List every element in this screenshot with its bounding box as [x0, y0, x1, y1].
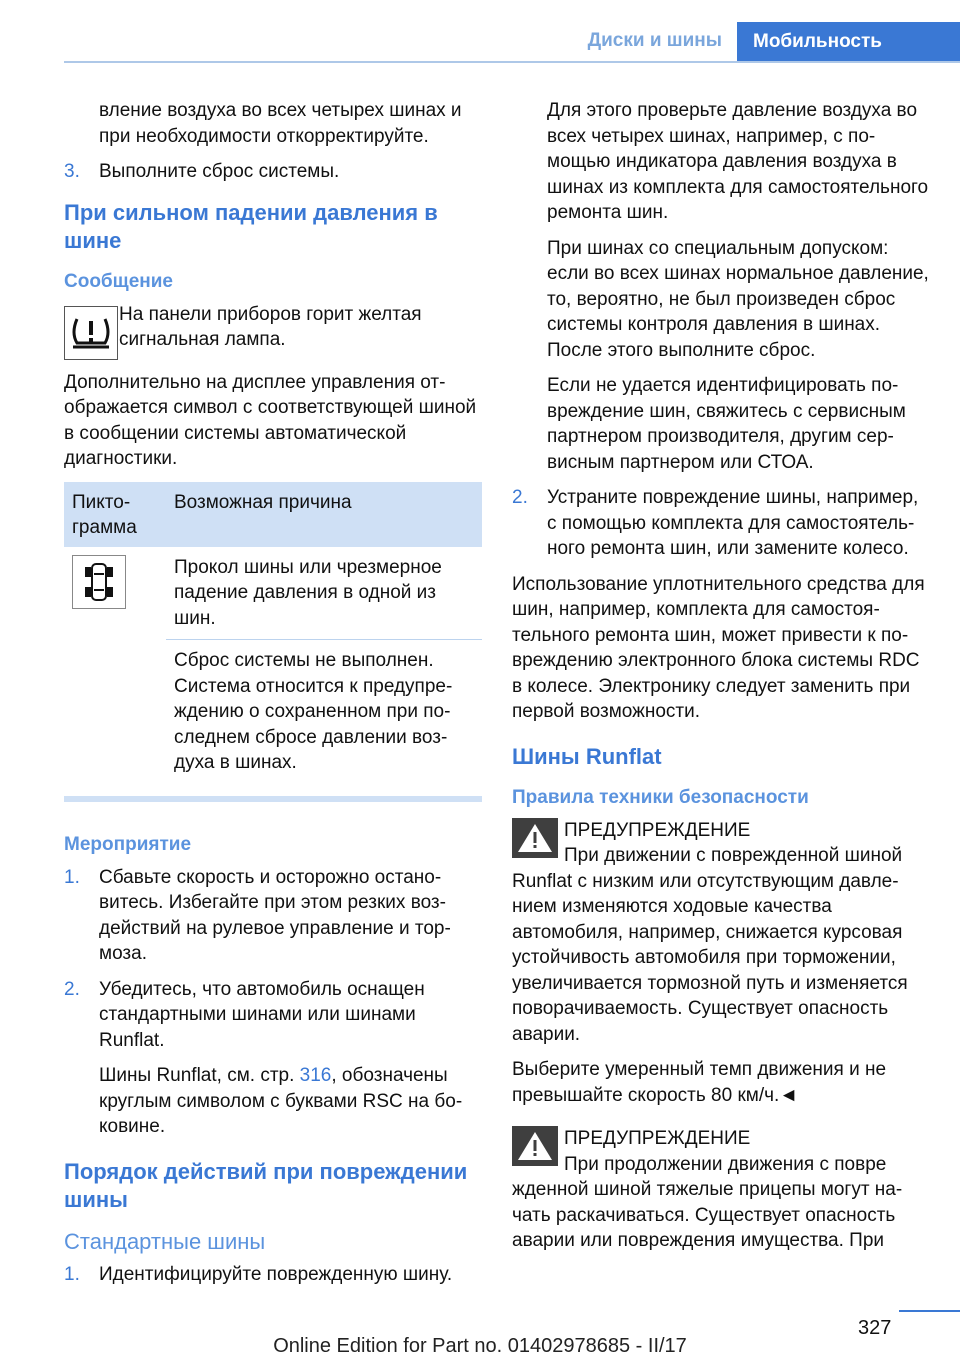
list-text: Выполните сброс системы. — [99, 161, 340, 182]
warning-title: ПРЕДУПРЕЖДЕНИЕ — [564, 1128, 751, 1149]
list-item — [64, 1262, 482, 1288]
table-header-cause: Возможная причина — [166, 482, 482, 547]
table-header-icon: Пиктограмма — [64, 482, 166, 547]
footer-edition: Online Edition for Part no. 01402978685 - II/17 — [273, 1335, 687, 1357]
paragraph: Если не удается идентифицировать повреждение шин, свяжитесь с сервисным партнером производителя, другим сервисным партнером или СТОА. — [547, 375, 906, 473]
list-text: Устраните повреждение шины, например, с помощью комплекта для самостоятельного ремонта шин, или замените колесо. — [547, 487, 919, 559]
page-header — [0, 0, 960, 62]
list-number: 1. — [64, 1263, 80, 1285]
warning-text: Выберите умеренный темп движения и не превышайте скорость 80 км/ч.◄ — [512, 1059, 887, 1106]
section-title: Диски и шины — [587, 30, 722, 51]
list-number: 2. — [512, 487, 528, 508]
list-number: 3. — [64, 161, 80, 182]
paragraph: При шинах со специальным допуском: если во всех шинах нормальное давление, то, вероятно, не был произведен сброс системы контроля давления в шинах. После этого выполните сброс. — [547, 237, 929, 361]
table-cell-cause: Прокол шины или чрезмерное падение давления в одной из шин. — [174, 556, 442, 629]
table-row — [64, 547, 482, 640]
list-item — [64, 159, 482, 185]
list-number: 1. — [64, 866, 80, 888]
heading-runflat: Шины Runflat — [512, 743, 662, 769]
subheading-action: Мероприятие — [64, 833, 192, 855]
message-text: На панели приборов горит желтая сигнальная лампа. — [119, 303, 422, 350]
list-text: Идентифицируйте поврежденную шину. — [99, 1263, 453, 1285]
car-tire-icon — [72, 555, 126, 609]
paragraph: Для этого проверьте давление воздуха во всех четырех шинах, например, с помощью индикатора давления воздуха в шинах из комплекта для самостоятельного ремонта шин. — [547, 100, 929, 223]
list-item — [64, 865, 482, 967]
warning-title: ПРЕДУПРЕЖДЕНИЕ — [564, 819, 751, 841]
text: Шины Runflat, см. стр. — [99, 1065, 295, 1086]
text: , обозначены круглым символом с буквами RSC на боковине. — [99, 1065, 463, 1137]
heading-standard-tires: Стандартные шины — [64, 1228, 266, 1254]
list-item — [512, 485, 932, 562]
list-number: 2. — [64, 978, 80, 1000]
warning-text: Runflat с низким или отсутствующим давлением изменяются ходовые качества автомобиля, например, снижается курсовая устойчивость автомобиля при торможении, увеличивается тормозной путь и изменяется поворачиваемость. Существует опасность аварии. — [512, 870, 908, 1045]
subheading-safety: Правила техники безопасности — [512, 786, 809, 808]
list-text: Сбавьте скорость и осторожно остановитесь. Избегайте при этом резких воздействий на рулевое управление и тормоза. — [99, 866, 451, 964]
warning-triangle-icon — [512, 1126, 558, 1166]
tire-pressure-warning-icon — [64, 306, 118, 360]
warning-block — [512, 818, 932, 869]
page-number: 327 — [858, 1317, 892, 1339]
warning-text: При движении с поврежденной шиной — [564, 845, 903, 866]
list-item — [64, 977, 482, 1054]
paragraph: Использование уплотнительного средства для шин, например, комплекта для самостоятельного ремонта шин, может привести к повреждению электронного блока системы RDC в колесе. Электронику следует заменить при первой возможности. — [512, 573, 925, 722]
heading-pressure-drop: При сильном падении давления в шине — [64, 199, 438, 253]
page-number-rule — [899, 1310, 960, 1312]
paragraph — [64, 1063, 482, 1140]
list-text: Убедитесь, что автомобиль оснащен стандартными шинами или шинами Runflat. — [99, 978, 425, 1051]
heading-damage-order: Порядок действий при повреждении шины — [64, 1158, 468, 1212]
table-cell-icon — [64, 547, 166, 784]
page-link[interactable]: 316 — [299, 1065, 332, 1086]
subheading-message: Сообщение — [64, 270, 173, 292]
message-block — [64, 302, 482, 360]
header-rule — [64, 61, 960, 63]
warning-text: При продолжении движения с повре — [564, 1153, 887, 1175]
warning-triangle-icon — [512, 818, 558, 858]
warning-block — [512, 1126, 932, 1177]
warning-text: жденной шиной тяжелые прицепы могут начать раскачиваться. Существует опасность аварии или повреждения имущества. При — [512, 1179, 903, 1251]
chapter-tab[interactable]: Мобильность — [737, 22, 960, 62]
table-bottom-bar — [64, 796, 482, 802]
paragraph: вление воздуха во всех четырех шинах и при необходимости откорректируйте. — [99, 100, 462, 147]
table-cell-cause: Сброс системы не выполнен. Система относится к предупреждению о сохраненном при последнем сбросе давлении воздуха в шинах. — [166, 640, 482, 784]
right-column — [512, 98, 932, 1264]
paragraph: Дополнительно на дисплее управления отображается символ с соответствующей шиной в сообщении системы автоматической диагностики. — [64, 371, 477, 469]
left-column — [64, 98, 482, 1297]
cause-table — [64, 482, 482, 784]
